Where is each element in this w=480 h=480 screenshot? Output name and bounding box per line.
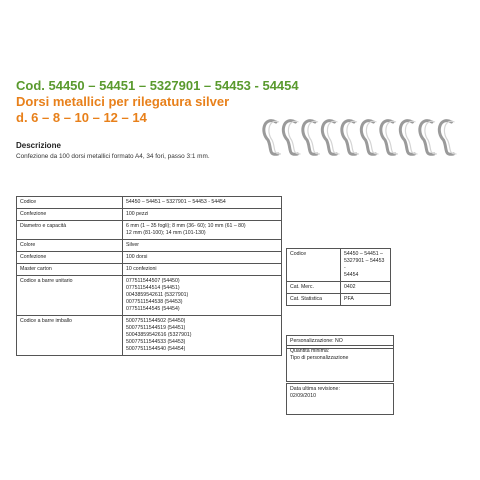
specs-row-label: Confezione xyxy=(17,209,123,221)
specs-row-value-line: 50077511544502 (54450) xyxy=(126,318,186,324)
specs-row-value-line: 10 confezioni xyxy=(126,266,157,272)
specs-row-value-line: 50077511544533 (54453) xyxy=(126,339,186,345)
specs-row-value-line: 077511544507 (54450) xyxy=(126,278,180,284)
specs-row xyxy=(17,252,282,264)
category-row-value xyxy=(341,282,391,294)
category-row-value-line: 54454 xyxy=(344,272,359,278)
specs-row-label: Codice a barre imballo xyxy=(17,316,123,356)
specs-row-value xyxy=(123,276,282,316)
spiral-loop xyxy=(322,121,339,155)
category-table xyxy=(286,248,391,306)
category-row-label: Codice xyxy=(287,249,341,282)
specs-row-value-line: 54450 – 54451 – 5327901 – 54453 - 54454 xyxy=(126,199,226,205)
revision-box xyxy=(286,383,394,415)
category-row-value xyxy=(341,249,391,282)
specs-row-label: Colore xyxy=(17,240,123,252)
diameter-title: d. 6 – 8 – 10 – 12 – 14 xyxy=(16,110,147,125)
specs-row-value-line: 077511544545 (54454) xyxy=(126,306,180,312)
specs-row-value-line: Silver xyxy=(126,242,139,248)
specs-row-value xyxy=(123,221,282,240)
description-heading: Descrizione xyxy=(16,141,61,150)
specs-row-value xyxy=(123,264,282,276)
binding-spiral-icon xyxy=(258,110,466,162)
spiral-loop xyxy=(381,121,398,155)
category-row-value-line: 5327901 – 54453 - xyxy=(344,258,385,271)
category-row-value-line: PFA xyxy=(344,296,354,302)
personalization-type-label: Tipo di personalizzazione xyxy=(290,355,349,361)
category-row-label: Cat. Merc. xyxy=(287,282,341,294)
category-row-value-line: 0402 xyxy=(344,284,356,290)
specs-row xyxy=(17,209,282,221)
specs-row-value-line: 50077511544540 (54454) xyxy=(126,346,186,352)
specs-row-value-line: 0043859542611 (5327901) xyxy=(126,292,189,298)
category-row xyxy=(287,294,391,306)
specs-row xyxy=(17,316,282,356)
specs-row-value-line: 6 mm (1 – 35 fogli); 8 mm (36- 60); 10 mm (61 – 80) xyxy=(126,223,246,229)
category-row-value xyxy=(341,294,391,306)
specs-row xyxy=(17,264,282,276)
spiral-loop xyxy=(420,121,437,155)
specs-row xyxy=(17,197,282,209)
specs-row-value-line: 100 dorsi xyxy=(126,254,148,260)
specs-row-value-line: 50077511544519 (54451) xyxy=(126,325,186,331)
specs-row-value xyxy=(123,240,282,252)
spiral-loop xyxy=(361,121,378,155)
spiral-loop xyxy=(264,121,281,155)
personalization-text: Personalizzazione: NO xyxy=(290,338,343,344)
category-row-label: Cat. Statistica xyxy=(287,294,341,306)
specs-row-label: Codice xyxy=(17,197,123,209)
spiral-loop xyxy=(283,121,300,155)
specs-row-label: Confezione xyxy=(17,252,123,264)
product-code-title: Cod. 54450 – 54451 – 5327901 – 54453 - 54454 xyxy=(16,78,299,93)
spiral-loop xyxy=(342,121,359,155)
description-text: Confezione da 100 dorsi metallici formato A4, 34 fori, passo 3:1 mm. xyxy=(16,153,210,160)
specs-row-value-line: 50043859542616 (5327901) xyxy=(126,332,192,338)
min-quantity-box xyxy=(286,345,394,382)
category-row xyxy=(287,282,391,294)
min-quantity-label: Quantità minima: xyxy=(290,348,330,354)
revision-label: Data ultima revisione: xyxy=(290,386,340,392)
specs-row xyxy=(17,240,282,252)
specs-row xyxy=(17,221,282,240)
specs-row-label: Diametro e capacità xyxy=(17,221,123,240)
revision-date: 02/09/2010 xyxy=(290,393,316,399)
category-row xyxy=(287,249,391,282)
spiral-loop xyxy=(439,121,456,155)
product-name-title: Dorsi metallici per rilegatura silver xyxy=(16,94,230,109)
specs-row-label: Codice a barre unitario xyxy=(17,276,123,316)
spiral-loop xyxy=(303,121,320,155)
specs-row-value-line: 100 pezzi xyxy=(126,211,149,217)
specs-row-value xyxy=(123,197,282,209)
specs-row-value-line: 12 mm (81-100); 14 mm (101-130) xyxy=(126,230,206,236)
specs-row-label: Master carton xyxy=(17,264,123,276)
specs-row xyxy=(17,276,282,316)
specs-row-value-line: 0077511544538 (54453) xyxy=(126,299,183,305)
category-row-value-line: 54450 – 54451 – xyxy=(344,251,383,257)
specs-table xyxy=(16,196,282,356)
specs-row-value xyxy=(123,316,282,356)
spiral-loop xyxy=(400,121,417,155)
specs-row-value-line: 077511544514 (54451) xyxy=(126,285,180,291)
specs-row-value xyxy=(123,209,282,221)
specs-row-value xyxy=(123,252,282,264)
